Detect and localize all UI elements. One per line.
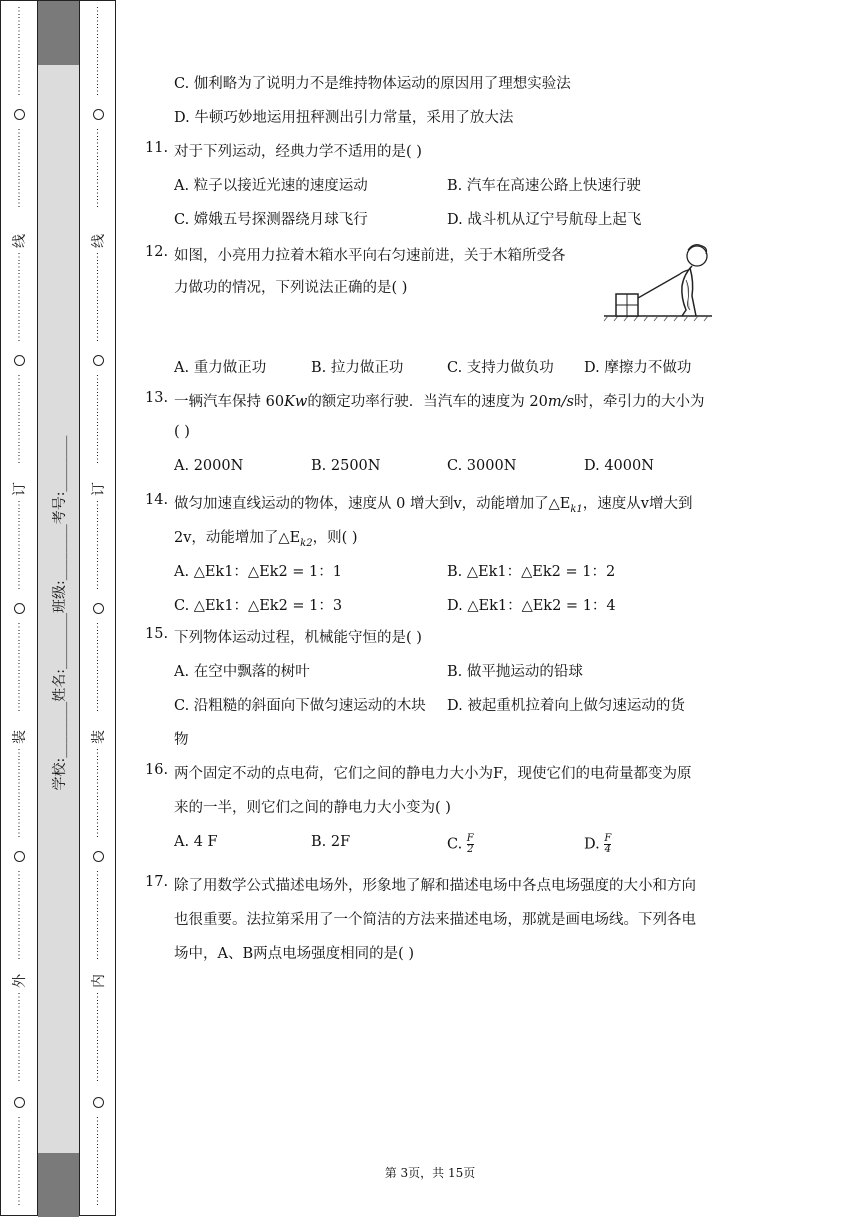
q14-stem-part: ，则( ): [312, 530, 358, 546]
binding-strip-inner: [79, 0, 116, 1216]
q10-option-c: C. 伽利略为了说明力不是维持物体运动的原因用了理想实验法: [174, 76, 571, 92]
q17-stem-line2: 也很重要。法拉第采用了一个简洁的方法来描述电场，那就是画电场线。下列各电: [174, 912, 696, 928]
circle-mark: [93, 355, 104, 366]
q15-option-d: D. 被起重机拉着向上做匀速运动的货: [447, 698, 685, 714]
q13-stem-line2: ( ): [174, 424, 190, 440]
q16-option-c-label: C.: [447, 836, 463, 853]
dots: ⋮ ⋮ ⋮ ⋮ ⋮ ⋮ ⋮ ⋮ ⋮: [14, 6, 24, 97]
binding-strip-info: [38, 0, 79, 1216]
dots: ⋮ ⋮ ⋮ ⋮ ⋮ ⋮ ⋮ ⋮: [14, 128, 24, 209]
q11-option-d: D. 战斗机从辽宁号航母上起飞: [447, 212, 642, 228]
dots: ⋮ ⋮ ⋮ ⋮ ⋮ ⋮ ⋮ ⋮ ⋮: [14, 748, 24, 839]
circle-mark: [93, 851, 104, 862]
q13-number: 13.: [145, 390, 169, 406]
inner-mark-3: 装: [90, 730, 107, 744]
q14-option-d: D. △Ek1：△Ek2 = 1：4: [447, 598, 616, 614]
inner-mark-2: 订: [90, 482, 107, 496]
q14-stem-line1: 做匀加速直线运动的物体，速度从 0 增大到v，动能增加了$\triangle E_{k1}$，速度从v增大到: [174, 496, 693, 515]
dots: ⋮ ⋮ ⋮ ⋮ ⋮ ⋮ ⋮ ⋮ ⋮: [14, 622, 24, 713]
q17-stem-line3: 场中，A、B两点电场强度相同的是( ): [174, 946, 415, 962]
q13-option-b: B. 2500N: [311, 458, 381, 474]
circle-mark: [14, 851, 25, 862]
student-info: 学校:________姓名:________班级:________考号:________: [51, 435, 68, 791]
q16-stem-line2: 来的一半，则它们之间的静电力大小变为( ): [174, 800, 451, 816]
q13-option-c: C. 3000N: [447, 458, 517, 474]
q15-option-d-continued: 物: [174, 732, 189, 748]
dots: ⋮ ⋮ ⋮ ⋮ ⋮ ⋮ ⋮ ⋮ ⋮: [92, 622, 103, 713]
q15-number: 15.: [145, 626, 169, 642]
q13-unit-kw: Kw: [284, 394, 308, 410]
gray-block-top: [38, 1, 79, 65]
q14-stem-part: ，速度从v增大到: [582, 496, 693, 512]
q13-unit-ms: m/s: [547, 394, 574, 410]
q16-fraction-f-over-4: $\frac{F}{4}$: [604, 833, 612, 855]
boy-pulling-box-figure: [602, 240, 714, 322]
q11-option-c: C. 嫦娥五号探测器绕月球飞行: [174, 212, 368, 228]
circle-mark: [14, 1097, 25, 1108]
dots: ⋮ ⋮ ⋮ ⋮ ⋮ ⋮ ⋮ ⋮ ⋮: [14, 870, 24, 961]
dots: ⋮ ⋮ ⋮ ⋮ ⋮ ⋮ ⋮ ⋮ ⋮: [92, 992, 103, 1083]
dots: ⋮ ⋮ ⋮ ⋮ ⋮ ⋮ ⋮ ⋮ ⋮: [92, 374, 103, 465]
q15-option-b: B. 做平抛运动的铅球: [447, 664, 583, 680]
q14-option-b: B. △Ek1：△Ek2 = 1：2: [447, 564, 616, 580]
q13-stem-line1: [174, 390, 704, 411]
circle-mark: [93, 109, 104, 120]
dots: ⋮ ⋮ ⋮ ⋮ ⋮ ⋮ ⋮ ⋮ ⋮: [14, 374, 24, 465]
outer-mark-4: 外: [12, 974, 28, 988]
q11-option-a: A. 粒子以接近光速的速度运动: [174, 178, 368, 194]
circle-mark: [14, 355, 25, 366]
q10-option-d: D. 牛顿巧妙地运用扭秤测出引力常量，采用了放大法: [174, 110, 514, 126]
q16-option-b: B. 2F: [311, 834, 351, 850]
gray-block-bottom: [38, 1153, 79, 1217]
q16-option-d-label: D.: [584, 836, 600, 853]
q16-option-a: A. 4 F: [174, 834, 218, 850]
dots: ⋮ ⋮ ⋮ ⋮ ⋮ ⋮ ⋮ ⋮ ⋮: [92, 748, 103, 839]
q11-option-b: B. 汽车在高速公路上快速行驶: [447, 178, 641, 194]
q13-stem-part: 的额定功率行驶．当汽车的速度为 20: [307, 394, 548, 410]
dots: ⋮ ⋮ ⋮ ⋮ ⋮ ⋮ ⋮ ⋮ ⋮: [14, 500, 24, 591]
q16-number: 16.: [145, 762, 169, 778]
q12-option-d: D. 摩擦力不做功: [584, 360, 692, 376]
q16-option-c: [447, 834, 474, 855]
q14-number: 14.: [145, 492, 169, 508]
q17-stem-line1: 除了用数学公式描述电场外，形象地了解和描述电场中各点电场强度的大小和方向: [174, 878, 696, 894]
outer-mark-3: 装: [12, 730, 28, 744]
q15-option-c: C. 沿粗糙的斜面向下做匀速运动的木块: [174, 698, 426, 714]
q15-stem: 下列物体运动过程，机械能守恒的是( ): [174, 630, 422, 646]
q13-option-a: A. 2000N: [174, 458, 244, 474]
circle-mark: [93, 1097, 104, 1108]
page-footer: 第 3页，共 15页: [384, 1166, 476, 1180]
dots: ⋮ ⋮ ⋮ ⋮ ⋮ ⋮ ⋮ ⋮: [92, 128, 103, 209]
q12-option-c: C. 支持力做负功: [447, 360, 554, 376]
outer-mark-2: 订: [12, 482, 28, 496]
q15-option-a: A. 在空中飘落的树叶: [174, 664, 310, 680]
q14-option-a: A. △Ek1：△Ek2 = 1：1: [174, 564, 343, 580]
circle-mark: [93, 603, 104, 614]
q12-option-a: A. 重力做正功: [174, 360, 267, 376]
q14-stem-line2: 2v，动能增加了$\triangle E_{k2}$，则( ): [174, 530, 358, 549]
circle-mark: [14, 109, 25, 120]
inner-mark-1: 线: [90, 234, 107, 248]
q16-fraction-f-over-2: $\frac{F}{2}$: [466, 833, 474, 855]
q11-number: 11.: [145, 140, 169, 156]
dots: ⋮ ⋮ ⋮ ⋮ ⋮ ⋮ ⋮ ⋮ ⋮: [92, 1116, 103, 1207]
q12-number: 12.: [145, 244, 169, 260]
dots: ⋮ ⋮ ⋮ ⋮ ⋮ ⋮ ⋮ ⋮ ⋮: [14, 992, 24, 1083]
dots: ⋮ ⋮ ⋮ ⋮ ⋮ ⋮ ⋮ ⋮ ⋮: [92, 870, 103, 961]
dots: ⋮ ⋮ ⋮ ⋮ ⋮ ⋮ ⋮ ⋮ ⋮: [14, 252, 24, 343]
dots: ⋮ ⋮ ⋮ ⋮ ⋮ ⋮ ⋮ ⋮ ⋮: [14, 1116, 24, 1207]
q16-stem-line1: 两个固定不动的点电荷，它们之间的静电力大小为F，现使它们的电荷量都变为原: [174, 766, 692, 782]
circle-mark: [14, 603, 25, 614]
dots: ⋮ ⋮ ⋮ ⋮ ⋮ ⋮ ⋮ ⋮ ⋮: [92, 6, 103, 97]
q14-stem-part: 做匀加速直线运动的物体，速度从 0 增大到v，动能增加了△E: [174, 496, 571, 512]
dots: ⋮ ⋮ ⋮ ⋮ ⋮ ⋮ ⋮ ⋮ ⋮: [92, 500, 103, 591]
q13-stem-part: 时，牵引力的大小为: [573, 394, 705, 410]
q12-stem-line2: 力做功的情况，下列说法正确的是( ): [174, 280, 408, 296]
binding-strip-outer: [0, 0, 38, 1216]
q12-option-b: B. 拉力做正功: [311, 360, 404, 376]
inner-mark-4: 内: [90, 974, 107, 988]
q14-option-c: C. △Ek1：△Ek2 = 1：3: [174, 598, 343, 614]
dots: ⋮ ⋮ ⋮ ⋮ ⋮ ⋮ ⋮ ⋮ ⋮: [92, 252, 103, 343]
q11-stem: 对于下列运动，经典力学不适用的是( ): [174, 144, 422, 160]
q16-option-d: [584, 834, 611, 855]
q17-number: 17.: [145, 874, 169, 890]
q12-stem-line1: 如图，小亮用力拉着木箱水平向右匀速前进，关于木箱所受各: [174, 248, 566, 264]
q13-stem-part: 一辆汽车保持 60: [174, 394, 285, 410]
q13-option-d: D. 4000N: [584, 458, 654, 474]
q14-stem-part: 2v，动能增加了△E: [174, 530, 301, 546]
outer-mark-1: 线: [12, 234, 28, 248]
